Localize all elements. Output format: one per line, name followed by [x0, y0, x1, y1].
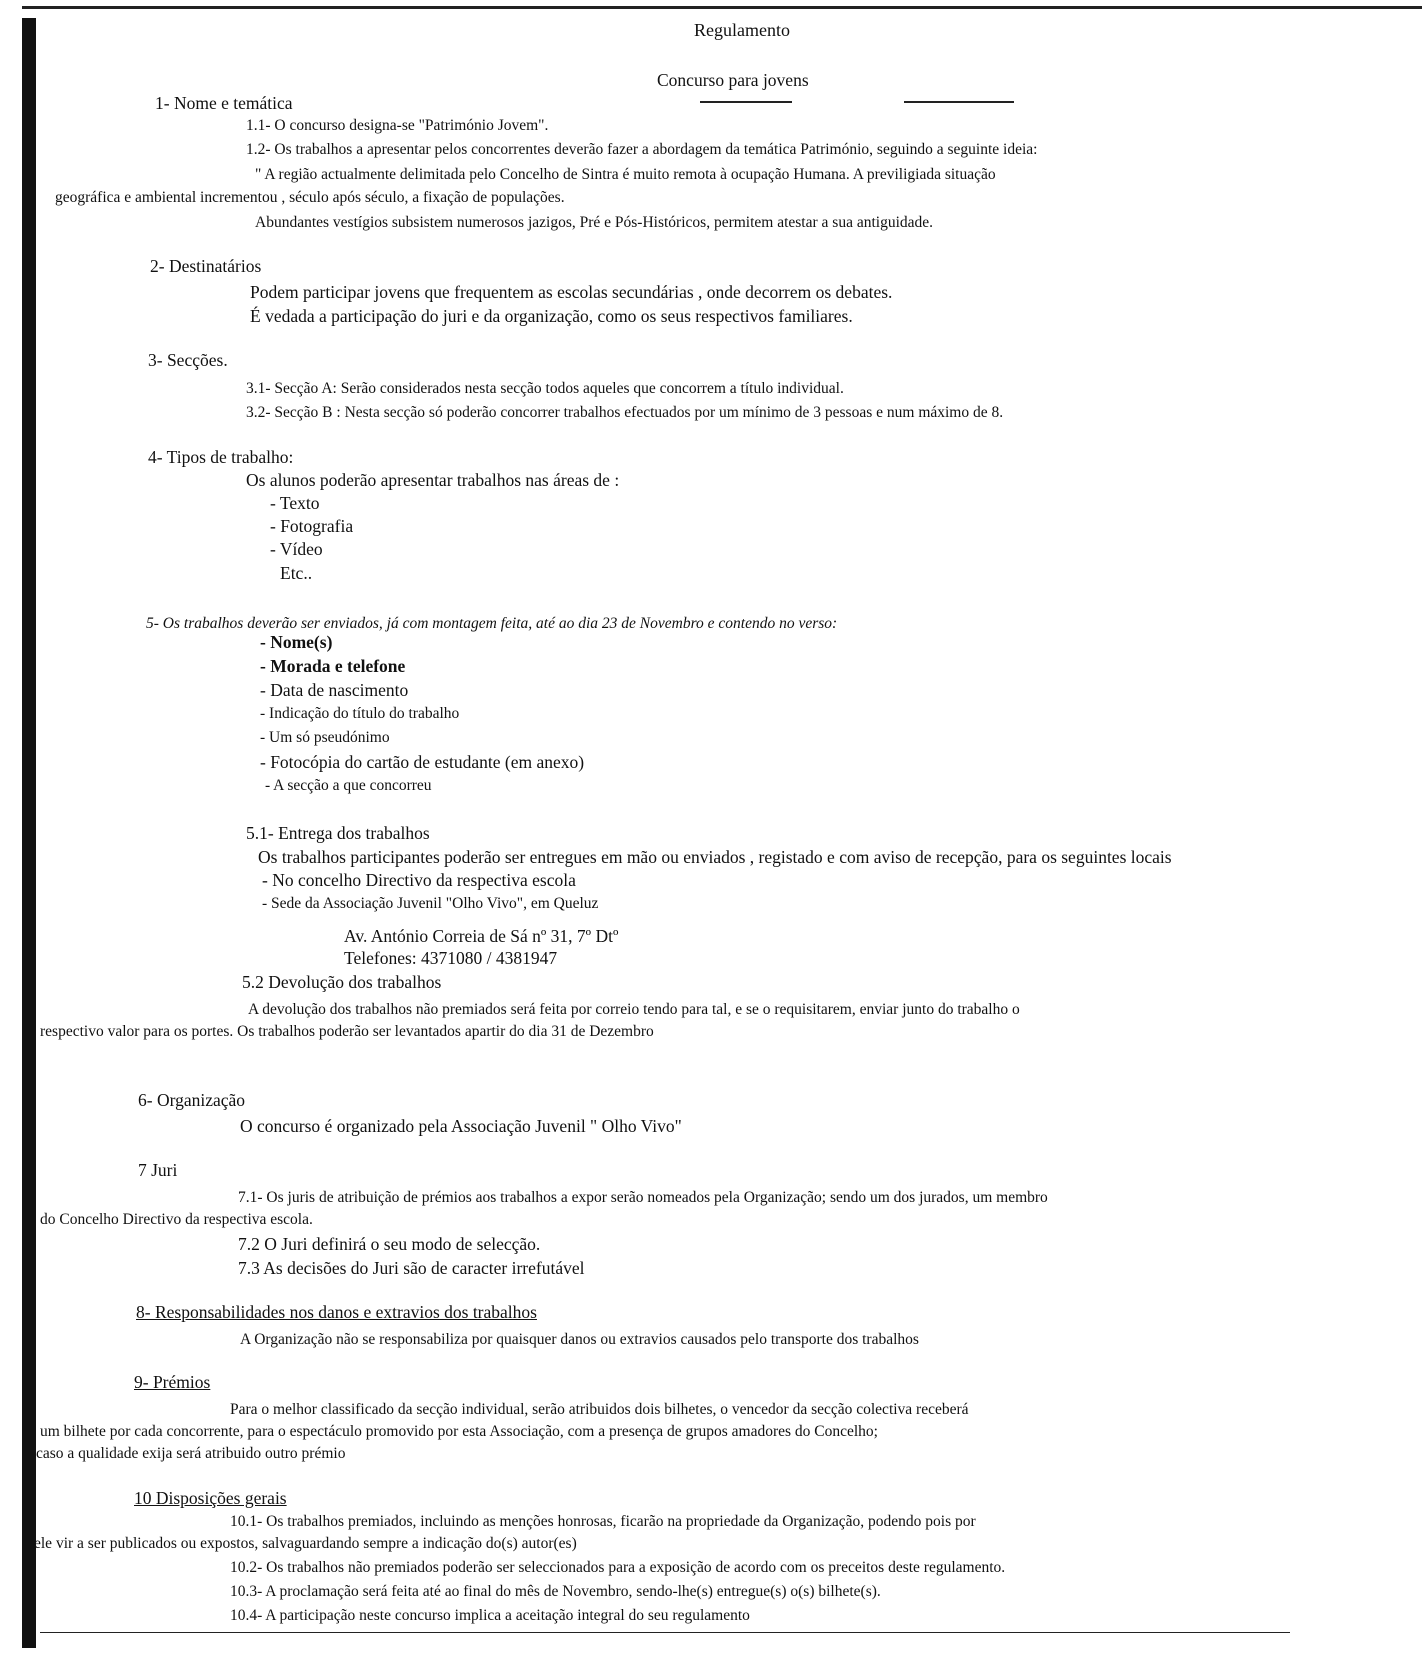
paragraph: 1.2- Os trabalhos a apresentar pelos concorrentes deverão fazer a abordagem da temática Património, seguindo a seguinte ideia: — [246, 141, 1038, 158]
section-heading: 2- Destinatários — [150, 256, 262, 276]
section-heading: 4- Tipos de trabalho: — [148, 447, 294, 467]
paragraph: Os trabalhos participantes poderão ser entregues em mão ou enviados , registado e com aviso de recepção, para os seguintes locais — [258, 847, 1172, 867]
paragraph: 3.1- Secção A: Serão considerados nesta secção todos aqueles que concorrem a título individual. — [246, 380, 844, 397]
paragraph: 1.1- O concurso designa-se "Património Jovem". — [246, 117, 549, 134]
list-item: - Sede da Associação Juvenil "Olho Vivo", em Queluz — [262, 895, 599, 912]
paragraph: É vedada a participação do juri e da organização, como os seus respectivos familiares. — [250, 306, 853, 326]
section-heading: 5- Os trabalhos deverão ser enviados, já com montagem feita, até ao dia 23 de Novembro e contendo no verso: — [146, 615, 838, 632]
paragraph: do Concelho Directivo da respectiva escola. — [40, 1211, 313, 1228]
scan-mark — [40, 1632, 1290, 1633]
subsection-heading: 5.2 Devolução dos trabalhos — [242, 972, 442, 992]
scan-left-edge — [22, 18, 36, 1648]
section-heading: 9- Prémios — [134, 1372, 211, 1392]
list-item: - A secção a que concorreu — [265, 777, 432, 794]
phone-numbers: Telefones: 4371080 / 4381947 — [344, 948, 558, 968]
paragraph: Abundantes vestígios subsistem numerosos jazigos, Pré e Pós-Históricos, permitem atestar a sua antiguidade. — [255, 214, 934, 231]
list-item: - Data de nascimento — [260, 680, 409, 700]
paragraph: 10.2- Os trabalhos não premiados poderão ser seleccionados para a exposição de acordo com os preceitos deste regulamento. — [230, 1559, 1006, 1576]
section-heading: 3- Secções. — [148, 350, 228, 370]
paragraph: 10.4- A participação neste concurso implica a aceitação integral do seu regulamento — [230, 1607, 750, 1624]
paragraph: 7.3 As decisões do Juri são de caracter irrefutável — [238, 1258, 585, 1278]
paragraph: ele vir a ser publicados ou expostos, salvaguardando sempre a indicação do(s) autor(es) — [34, 1535, 577, 1552]
paragraph: A Organização não se responsabiliza por quaisquer danos ou extravios causados pelo transporte dos trabalhos — [240, 1331, 919, 1348]
list-item: - Indicação do título do trabalho — [260, 705, 460, 722]
paragraph: geográfica e ambiental incrementou , século após século, a fixação de populações. — [55, 189, 565, 206]
paragraph: um bilhete por cada concorrente, para o espectáculo promovido por esta Associação, com a presença de grupos amadores do Concelho; — [40, 1423, 878, 1440]
list-item: - Um só pseudónimo — [260, 729, 390, 746]
paragraph: " A região actualmente delimitada pelo Concelho de Sintra é muito remota à ocupação Humana. A previligiada situação — [255, 166, 996, 183]
list-item: - Nome(s) — [260, 632, 333, 652]
scan-mark — [700, 101, 792, 103]
paragraph: Para o melhor classificado da secção individual, serão atribuidos dois bilhetes, o vencedor da secção colectiva receberá — [230, 1401, 969, 1418]
section-heading: 8- Responsabilidades nos danos e extravios dos trabalhos — [136, 1302, 537, 1322]
list-item: Etc.. — [280, 563, 313, 583]
paragraph: 10.3- A proclamação será feita até ao final do mês de Novembro, sendo-lhe(s) entregue(s) o(s) bilhete(s). — [230, 1583, 881, 1600]
scan-mark — [904, 101, 1014, 103]
scan-top-edge — [22, 6, 1422, 9]
section-heading: 6- Organização — [138, 1090, 246, 1110]
section-heading: 7 Juri — [138, 1160, 178, 1180]
document-subtitle: Concurso para jovens — [657, 70, 809, 90]
document-title: Regulamento — [694, 20, 790, 40]
paragraph: O concurso é organizado pela Associação Juvenil " Olho Vivo" — [240, 1116, 682, 1136]
section-heading: 1- Nome e temática — [155, 93, 293, 113]
paragraph: 10.1- Os trabalhos premiados, incluindo as menções honrosas, ficarão na propriedade da Organização, podendo pois por — [230, 1513, 976, 1530]
paragraph: Os alunos poderão apresentar trabalhos nas áreas de : — [246, 470, 620, 490]
paragraph: A devolução dos trabalhos não premiados será feita por correio tendo para tal, e se o requisitarem, enviar junto do trabalho o — [248, 1001, 1020, 1018]
address: Av. António Correia de Sá nº 31, 7º Dtº — [344, 926, 619, 946]
list-item: - Texto — [270, 493, 320, 513]
section-heading: 10 Disposições gerais — [134, 1488, 287, 1508]
subsection-heading: 5.1- Entrega dos trabalhos — [246, 823, 430, 843]
list-item: - Vídeo — [270, 539, 323, 559]
paragraph: 3.2- Secção B : Nesta secção só poderão concorrer trabalhos efectuados por um mínimo de 3 pessoas e num máximo de 8. — [246, 404, 1004, 421]
list-item: - Fotografia — [270, 516, 354, 536]
paragraph: 7.1- Os juris de atribuição de prémios aos trabalhos a expor serão nomeados pela Organização; sendo um dos jurados, um membro — [238, 1189, 1048, 1206]
paragraph: caso a qualidade exija será atribuido outro prémio — [36, 1445, 346, 1462]
paragraph: respectivo valor para os portes. Os trabalhos poderão ser levantados apartir do dia 31 de Dezembro — [40, 1023, 654, 1040]
paragraph: 7.2 O Juri definirá o seu modo de selecção. — [238, 1234, 541, 1254]
list-item: - Fotocópia do cartão de estudante (em anexo) — [260, 752, 585, 772]
list-item: - No concelho Directivo da respectiva escola — [262, 870, 576, 890]
paragraph: Podem participar jovens que frequentem as escolas secundárias , onde decorrem os debates. — [250, 282, 893, 302]
list-item: - Morada e telefone — [260, 656, 406, 676]
